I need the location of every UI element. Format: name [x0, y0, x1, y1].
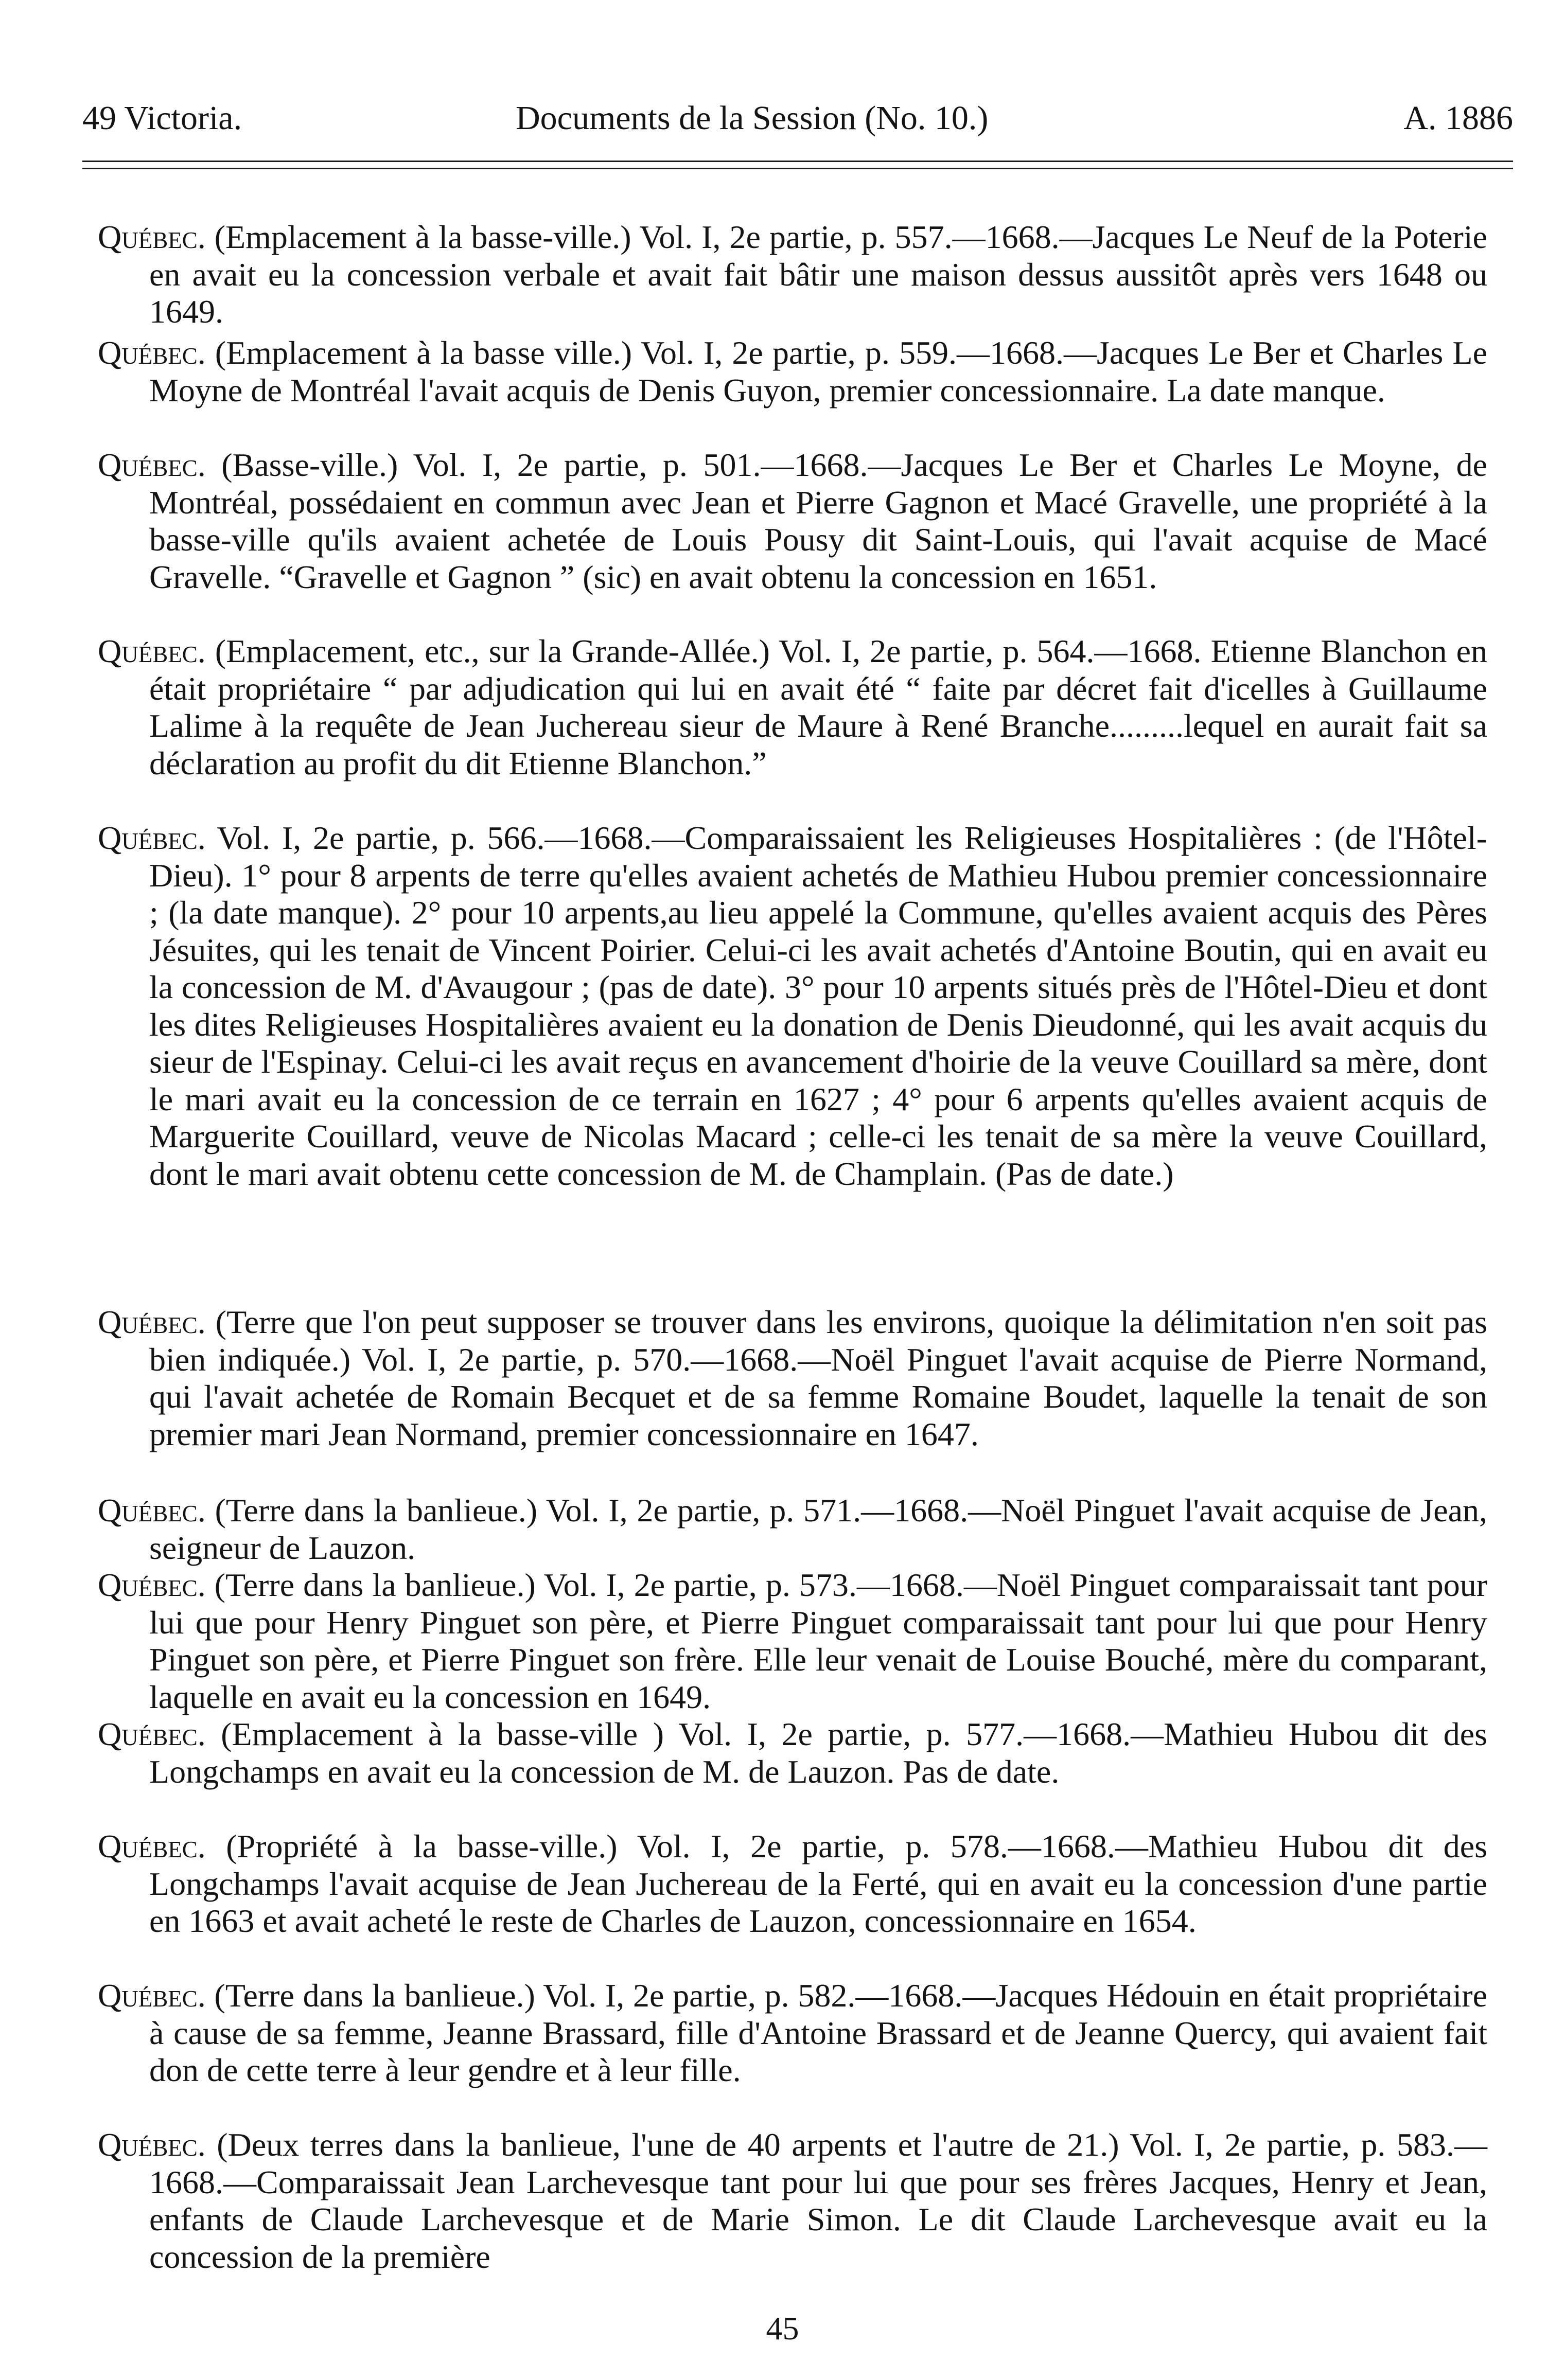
entry: [98, 219, 1487, 331]
entry-text: (Terre dans la banlieue.) Vol. I, 2e partie, p. 573.—1668.—Noël Pinguet comparaissait tant pour lui que pour Henry Pinguet son père, et Pierre Pinguet comparaissait tant pour lui que pour Henry Pinguet son père, et Pierre Pinguet son frère. Elle leur venait de Louise Bouché, mère du comparant, laquelle en avait eu la concession en 1649.: [149, 1567, 1487, 1715]
header-year: A. 1886: [1403, 99, 1513, 137]
entry: [98, 1716, 1487, 1790]
entry-text: (Terre dans la banlieue.) Vol. I, 2e partie, p. 582.—1668.—Jacques Hédouin en était propriétaire à cause de sa femme, Jeanne Brassard, fille d'Antoine Brassard et de Jeanne Quercy, qui avaient fait don de cette terre à leur gendre et à leur fille.: [149, 1977, 1487, 2088]
entry-text: (Emplacement à la basse-ville.) Vol. I, 2e partie, p. 557.—1668.—Jacques Le Neuf de la Poterie en avait eu la concession verbale et avait fait bâtir une maison dessus aussitôt après vers 1648 ou 1649.: [149, 219, 1487, 330]
entry: [98, 1977, 1487, 2089]
page-number: 45: [766, 2310, 799, 2347]
entry-label: Québec.: [98, 633, 206, 669]
entry: [98, 1492, 1487, 1567]
entry-label: Québec.: [98, 1828, 206, 1864]
entry: [98, 2126, 1487, 2276]
entry: [98, 820, 1487, 1193]
entry-label: Québec.: [98, 1567, 206, 1603]
entry-text: (Emplacement à la basse ville.) Vol. I, 2e partie, p. 559.—1668.—Jacques Le Ber et Charles Le Moyne de Montréal l'avait acquis de Denis Guyon, premier concessionnaire. La date manque.: [149, 334, 1487, 408]
entry: [98, 1828, 1487, 1940]
entry-label: Québec.: [98, 219, 206, 255]
entry-text: (Emplacement à la basse-ville ) Vol. I, 2e partie, p. 577.—1668.—Mathieu Hubou dit des Longchamps en avait eu la concession de M. de Lauzon. Pas de date.: [149, 1716, 1487, 1790]
entry-text: (Propriété à la basse-ville.) Vol. I, 2e partie, p. 578.—1668.—Mathieu Hubou dit des Longchamps l'avait acquise de Jean Juchereau de la Ferté, qui en avait eu la concession d'une partie en 1663 et avait acheté le reste de Charles de Lauzon, concessionnaire en 1654.: [149, 1828, 1487, 1939]
header-session-label: 49 Victoria.: [82, 99, 242, 137]
entry: [98, 447, 1487, 596]
entry-label: Québec.: [98, 1716, 206, 1752]
entry-label: Québec.: [98, 820, 206, 856]
header-title: Documents de la Session (No. 10.): [516, 99, 989, 137]
entry-text: (Emplacement, etc., sur la Grande-Allée.) Vol. I, 2e partie, p. 564.—1668. Etienne Blanchon en était propriétaire “ par adjudication qui lui en avait été “ faite par décret fait d'icelles à Guillaume Lalime à la requête de Jean Juchereau sieur de Maure à René Branche.........lequel en aurait fait sa déclaration au profit du dit Etienne Blanchon.”: [149, 633, 1487, 782]
entry-label: Québec.: [98, 1304, 206, 1340]
entry-text: (Terre que l'on peut supposer se trouver dans les environs, quoique la délimitation n'en soit pas bien indiquée.) Vol. I, 2e partie, p. 570.—1668.—Noël Pinguet l'avait acquise de Pierre Normand, qui l'avait achetée de Romain Becquet et de sa femme Romaine Boudet, laquelle la tenait de son premier mari Jean Normand, premier concessionnaire en 1647.: [149, 1304, 1487, 1452]
entry-label: Québec.: [98, 1977, 206, 2014]
entry-text: (Deux terres dans la banlieue, l'une de 40 arpents et l'autre de 21.) Vol. I, 2e partie, p. 583.—1668.—Comparaissait Jean Larchevesque tant pour lui que pour ses frères Jacques, Henry et Jean, enfants de Claude Larchevesque et de Marie Simon. Le dit Claude Larchevesque avait eu la concession de la première: [149, 2126, 1487, 2275]
entry: [98, 1567, 1487, 1716]
entry: [98, 334, 1487, 409]
entry-text: (Terre dans la banlieue.) Vol. I, 2e partie, p. 571.—1668.—Noël Pinguet l'avait acquise de Jean, seigneur de Lauzon.: [149, 1492, 1487, 1566]
entry-label: Québec.: [98, 2126, 206, 2163]
entry: [98, 1304, 1487, 1453]
entry-text: (Basse-ville.) Vol. I, 2e partie, p. 501.—1668.—Jacques Le Ber et Charles Le Moyne, de Montréal, possédaient en commun avec Jean et Pierre Gagnon et Macé Gravelle, une propriété à la basse-ville qu'ils avaient achetée de Louis Pousy dit Saint-Louis, qui l'avait acquise de Macé Gravelle. “Gravelle et Gagnon ” (sic) en avait obtenu la concession en 1651.: [149, 447, 1487, 595]
entry-label: Québec.: [98, 447, 206, 483]
entry: [98, 633, 1487, 782]
entry-label: Québec.: [98, 1492, 206, 1529]
entry-label: Québec.: [98, 334, 206, 371]
entry-text: Vol. I, 2e partie, p. 566.—1668.—Comparaissaient les Religieuses Hospitalières : (de l'Hôtel-Dieu). 1° pour 8 arpents de terre qu'elles avaient achetés de Mathieu Hubou premier concessionnaire ; (la date manque). 2° pour 10 arpents,au lieu appelé la Commune, qu'elles avaient acquis des Pères Jésuites, qui les tenait de Vincent Poirier. Celui-ci les avait achetés d'Antoine Boutin, qui en avait eu la concession de M. d'Avaugour ; (pas de date). 3° pour 10 arpents situés près de l'Hôtel-Dieu et dont les dites Religieuses Hospitalières avaient eu la donation de Denis Dieudonné, qui les avait acquis du sieur de l'Espinay. Celui-ci les avait reçus en avancement d'hoirie de la veuve Couillard sa mère, dont le mari avait eu la concession de ce terrain en 1627 ; 4° pour 6 arpents qu'elles avaient acquis de Marguerite Couillard, veuve de Nicolas Macard ; celle-ci les tenait de sa mère la veuve Couillard, dont le mari avait obtenu cette concession de M. de Champlain. (Pas de date.): [149, 820, 1487, 1192]
